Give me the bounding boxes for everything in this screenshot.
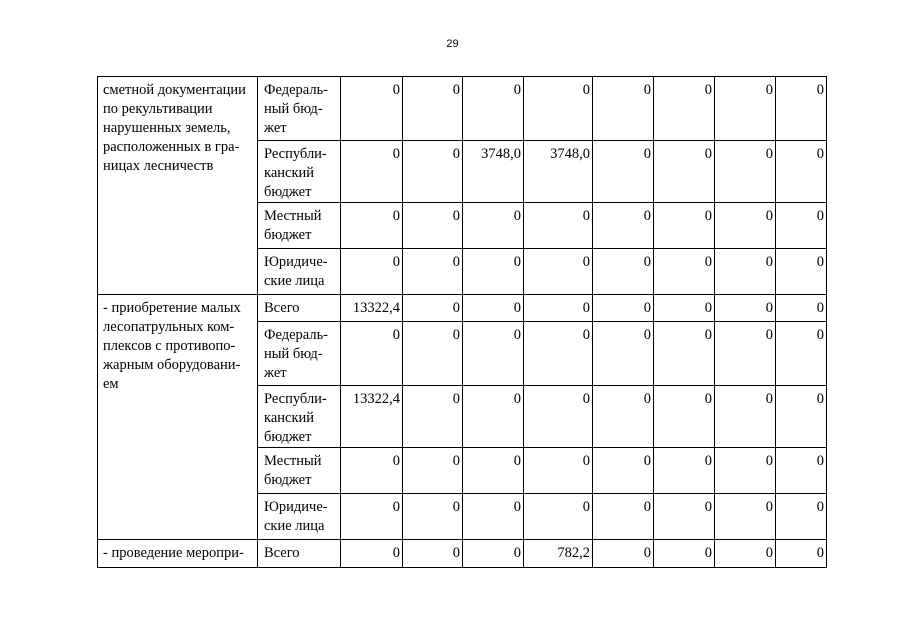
funding-source-text-line: канский	[264, 165, 315, 181]
value-cell: 0	[654, 203, 715, 249]
funding-source-text-line: Всего	[264, 545, 300, 561]
value-cell: 0	[463, 494, 524, 540]
value-cell: 0	[463, 203, 524, 249]
value-cell: 0	[403, 249, 463, 295]
value-cell: 0	[341, 540, 403, 568]
value-cell: 0	[593, 540, 654, 568]
activity-text-line: ем	[103, 376, 119, 392]
funding-source-cell	[258, 386, 341, 448]
value-cell: 0	[715, 540, 776, 568]
value-cell: 0	[776, 249, 827, 295]
funding-source-text-line: Местный	[264, 208, 322, 224]
value-cell: 3748,0	[524, 141, 593, 203]
activity-text-line: плексов с противопо-	[103, 338, 236, 354]
funding-source-text-line: бюджет	[264, 429, 312, 445]
value-cell: 0	[654, 448, 715, 494]
value-cell: 0	[463, 448, 524, 494]
funding-source-text-line: Республи-	[264, 146, 327, 162]
funding-source-text-line: жет	[264, 365, 287, 381]
value-cell: 0	[524, 494, 593, 540]
value-cell: 0	[593, 203, 654, 249]
value-cell: 0	[593, 141, 654, 203]
table-body	[98, 77, 827, 568]
value-cell: 0	[341, 141, 403, 203]
value-cell: 0	[593, 77, 654, 141]
funding-source-text-line: бюджет	[264, 227, 312, 243]
activity-cell	[98, 295, 258, 540]
funding-source-text-line: Юридиче-	[264, 499, 328, 515]
value-cell: 0	[715, 448, 776, 494]
activity-text-line: жарным оборудовани-	[103, 357, 241, 373]
value-cell: 0	[341, 77, 403, 141]
value-cell: 0	[654, 77, 715, 141]
value-cell: 0	[776, 141, 827, 203]
value-cell: 0	[776, 386, 827, 448]
value-cell: 0	[524, 322, 593, 386]
funding-source-text-line: ный бюд-	[264, 101, 323, 117]
value-cell: 0	[593, 494, 654, 540]
activity-text-line: расположенных в гра-	[103, 139, 240, 155]
value-cell: 0	[654, 540, 715, 568]
value-cell: 0	[341, 494, 403, 540]
table-row	[98, 295, 827, 322]
funding-source-cell	[258, 77, 341, 141]
value-cell: 0	[593, 322, 654, 386]
value-cell: 0	[715, 203, 776, 249]
value-cell: 0	[463, 322, 524, 386]
funding-source-cell	[258, 322, 341, 386]
value-cell: 0	[654, 494, 715, 540]
funding-source-text-line: Всего	[264, 300, 300, 316]
funding-source-text-line: Республи-	[264, 391, 327, 407]
activity-text-line: сметной документации	[103, 82, 246, 98]
value-cell: 0	[341, 322, 403, 386]
value-cell: 0	[776, 448, 827, 494]
value-cell: 0	[715, 295, 776, 322]
funding-source-cell	[258, 448, 341, 494]
value-cell: 0	[524, 386, 593, 448]
value-cell: 0	[654, 249, 715, 295]
value-cell: 0	[715, 249, 776, 295]
table-row	[98, 77, 827, 141]
value-cell: 0	[524, 295, 593, 322]
value-cell: 0	[776, 540, 827, 568]
value-cell: 0	[524, 448, 593, 494]
value-cell: 0	[776, 77, 827, 141]
value-cell: 0	[463, 386, 524, 448]
funding-source-text-line: жет	[264, 120, 287, 136]
value-cell: 0	[776, 494, 827, 540]
value-cell: 0	[341, 203, 403, 249]
value-cell: 0	[403, 386, 463, 448]
value-cell: 0	[654, 386, 715, 448]
value-cell: 0	[403, 322, 463, 386]
value-cell: 0	[593, 448, 654, 494]
funding-source-text-line: ские лица	[264, 273, 325, 289]
activity-text-line: лесопатрульных ком-	[103, 319, 235, 335]
value-cell: 0	[593, 249, 654, 295]
funding-source-text-line: Местный	[264, 453, 322, 469]
value-cell: 0	[776, 322, 827, 386]
value-cell: 0	[654, 141, 715, 203]
table-row	[98, 540, 827, 568]
funding-source-cell	[258, 141, 341, 203]
value-cell: 0	[463, 295, 524, 322]
value-cell: 0	[776, 203, 827, 249]
value-cell: 0	[403, 141, 463, 203]
funding-source-cell	[258, 540, 341, 568]
value-cell: 0	[524, 77, 593, 141]
activity-text-line: по рекультивации	[103, 101, 213, 117]
value-cell: 0	[403, 540, 463, 568]
activity-cell	[98, 540, 258, 568]
value-cell: 0	[463, 540, 524, 568]
activity-cell	[98, 77, 258, 295]
value-cell: 3748,0	[463, 141, 524, 203]
value-cell: 0	[776, 295, 827, 322]
page-number: 29	[446, 38, 459, 50]
value-cell: 13322,4	[341, 386, 403, 448]
value-cell: 0	[715, 386, 776, 448]
value-cell: 0	[654, 295, 715, 322]
budget-table	[97, 76, 827, 568]
value-cell: 0	[715, 494, 776, 540]
value-cell: 0	[403, 494, 463, 540]
funding-source-cell	[258, 203, 341, 249]
funding-source-text-line: Федераль-	[264, 82, 329, 98]
value-cell: 0	[403, 203, 463, 249]
funding-source-cell	[258, 494, 341, 540]
value-cell: 13322,4	[341, 295, 403, 322]
value-cell: 782,2	[524, 540, 593, 568]
value-cell: 0	[715, 322, 776, 386]
funding-source-cell	[258, 249, 341, 295]
value-cell: 0	[524, 249, 593, 295]
value-cell: 0	[593, 386, 654, 448]
value-cell: 0	[341, 448, 403, 494]
value-cell: 0	[463, 77, 524, 141]
activity-text-line: - проведение меропри-	[103, 545, 244, 561]
funding-source-text-line: Юридиче-	[264, 254, 328, 270]
activity-text-line: - приобретение малых	[103, 300, 241, 316]
activity-text-line: ницах лесничеств	[103, 158, 214, 174]
funding-source-text-line: Федераль-	[264, 327, 329, 343]
funding-source-text-line: ный бюд-	[264, 346, 323, 362]
funding-source-text-line: ские лица	[264, 518, 325, 534]
value-cell: 0	[593, 295, 654, 322]
value-cell: 0	[403, 448, 463, 494]
activity-text-line: нарушенных земель,	[103, 120, 231, 136]
funding-source-text-line: бюджет	[264, 472, 312, 488]
value-cell: 0	[463, 249, 524, 295]
value-cell: 0	[403, 295, 463, 322]
value-cell: 0	[715, 141, 776, 203]
value-cell: 0	[403, 77, 463, 141]
value-cell: 0	[524, 203, 593, 249]
value-cell: 0	[715, 77, 776, 141]
funding-source-text-line: бюджет	[264, 184, 312, 200]
value-cell: 0	[341, 249, 403, 295]
funding-source-text-line: канский	[264, 410, 315, 426]
funding-source-cell	[258, 295, 341, 322]
value-cell: 0	[654, 322, 715, 386]
